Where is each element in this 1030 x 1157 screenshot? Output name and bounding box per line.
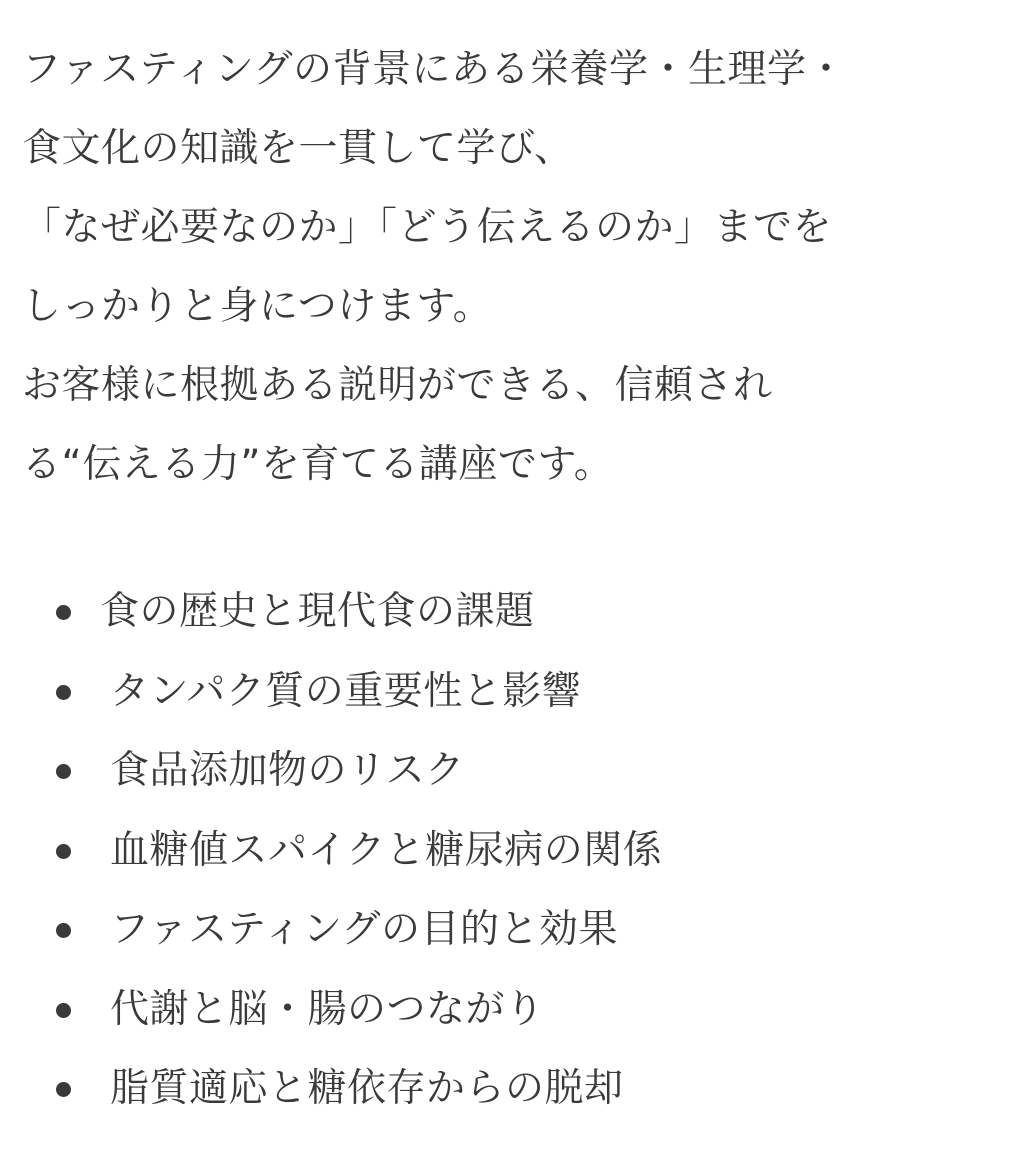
description-line: お客様に根拠ある説明ができる、信頼され xyxy=(22,363,773,408)
list-item xyxy=(0,1049,1030,1129)
description-line: しっかりと身につけます。 xyxy=(22,284,493,329)
bullet-icon xyxy=(56,1082,71,1097)
list-item xyxy=(0,811,1030,891)
topic-label: 血糖値スパイクと糖尿病の関係 xyxy=(110,827,663,873)
list-item xyxy=(0,731,1030,811)
description-line: ファスティングの背景にある栄養学・生理学・ xyxy=(22,47,847,92)
list-item xyxy=(0,652,1030,732)
bullet-icon xyxy=(56,1003,71,1018)
topic-label: 食の歴史と現代食の課題 xyxy=(100,589,535,634)
course-description xyxy=(22,30,1012,504)
topic-list xyxy=(0,572,1030,1129)
bullet-icon xyxy=(56,764,71,779)
list-item xyxy=(0,572,1030,652)
list-item xyxy=(0,890,1030,970)
topic-label: ファスティングの目的と効果 xyxy=(110,907,619,952)
topic-label: タンパク質の重要性と影響 xyxy=(110,668,582,714)
bullet-icon xyxy=(56,844,71,859)
description-line: 食文化の知識を一貫して学び、 xyxy=(22,126,574,171)
topic-label: 代謝と脳・腸のつながり xyxy=(110,986,545,1032)
bullet-icon xyxy=(56,923,71,938)
list-item xyxy=(0,970,1030,1050)
bullet-icon xyxy=(56,685,71,700)
topic-label: 脂質適応と糖依存からの脱却 xyxy=(110,1066,624,1111)
description-line: る“伝える力”を育てる講座です。 xyxy=(22,442,614,487)
bullet-icon xyxy=(56,605,71,620)
topic-label: 食品添加物のリスク xyxy=(110,748,465,793)
description-line: 「なぜ必要なのか」「どう伝えるのか」までを xyxy=(22,205,833,250)
